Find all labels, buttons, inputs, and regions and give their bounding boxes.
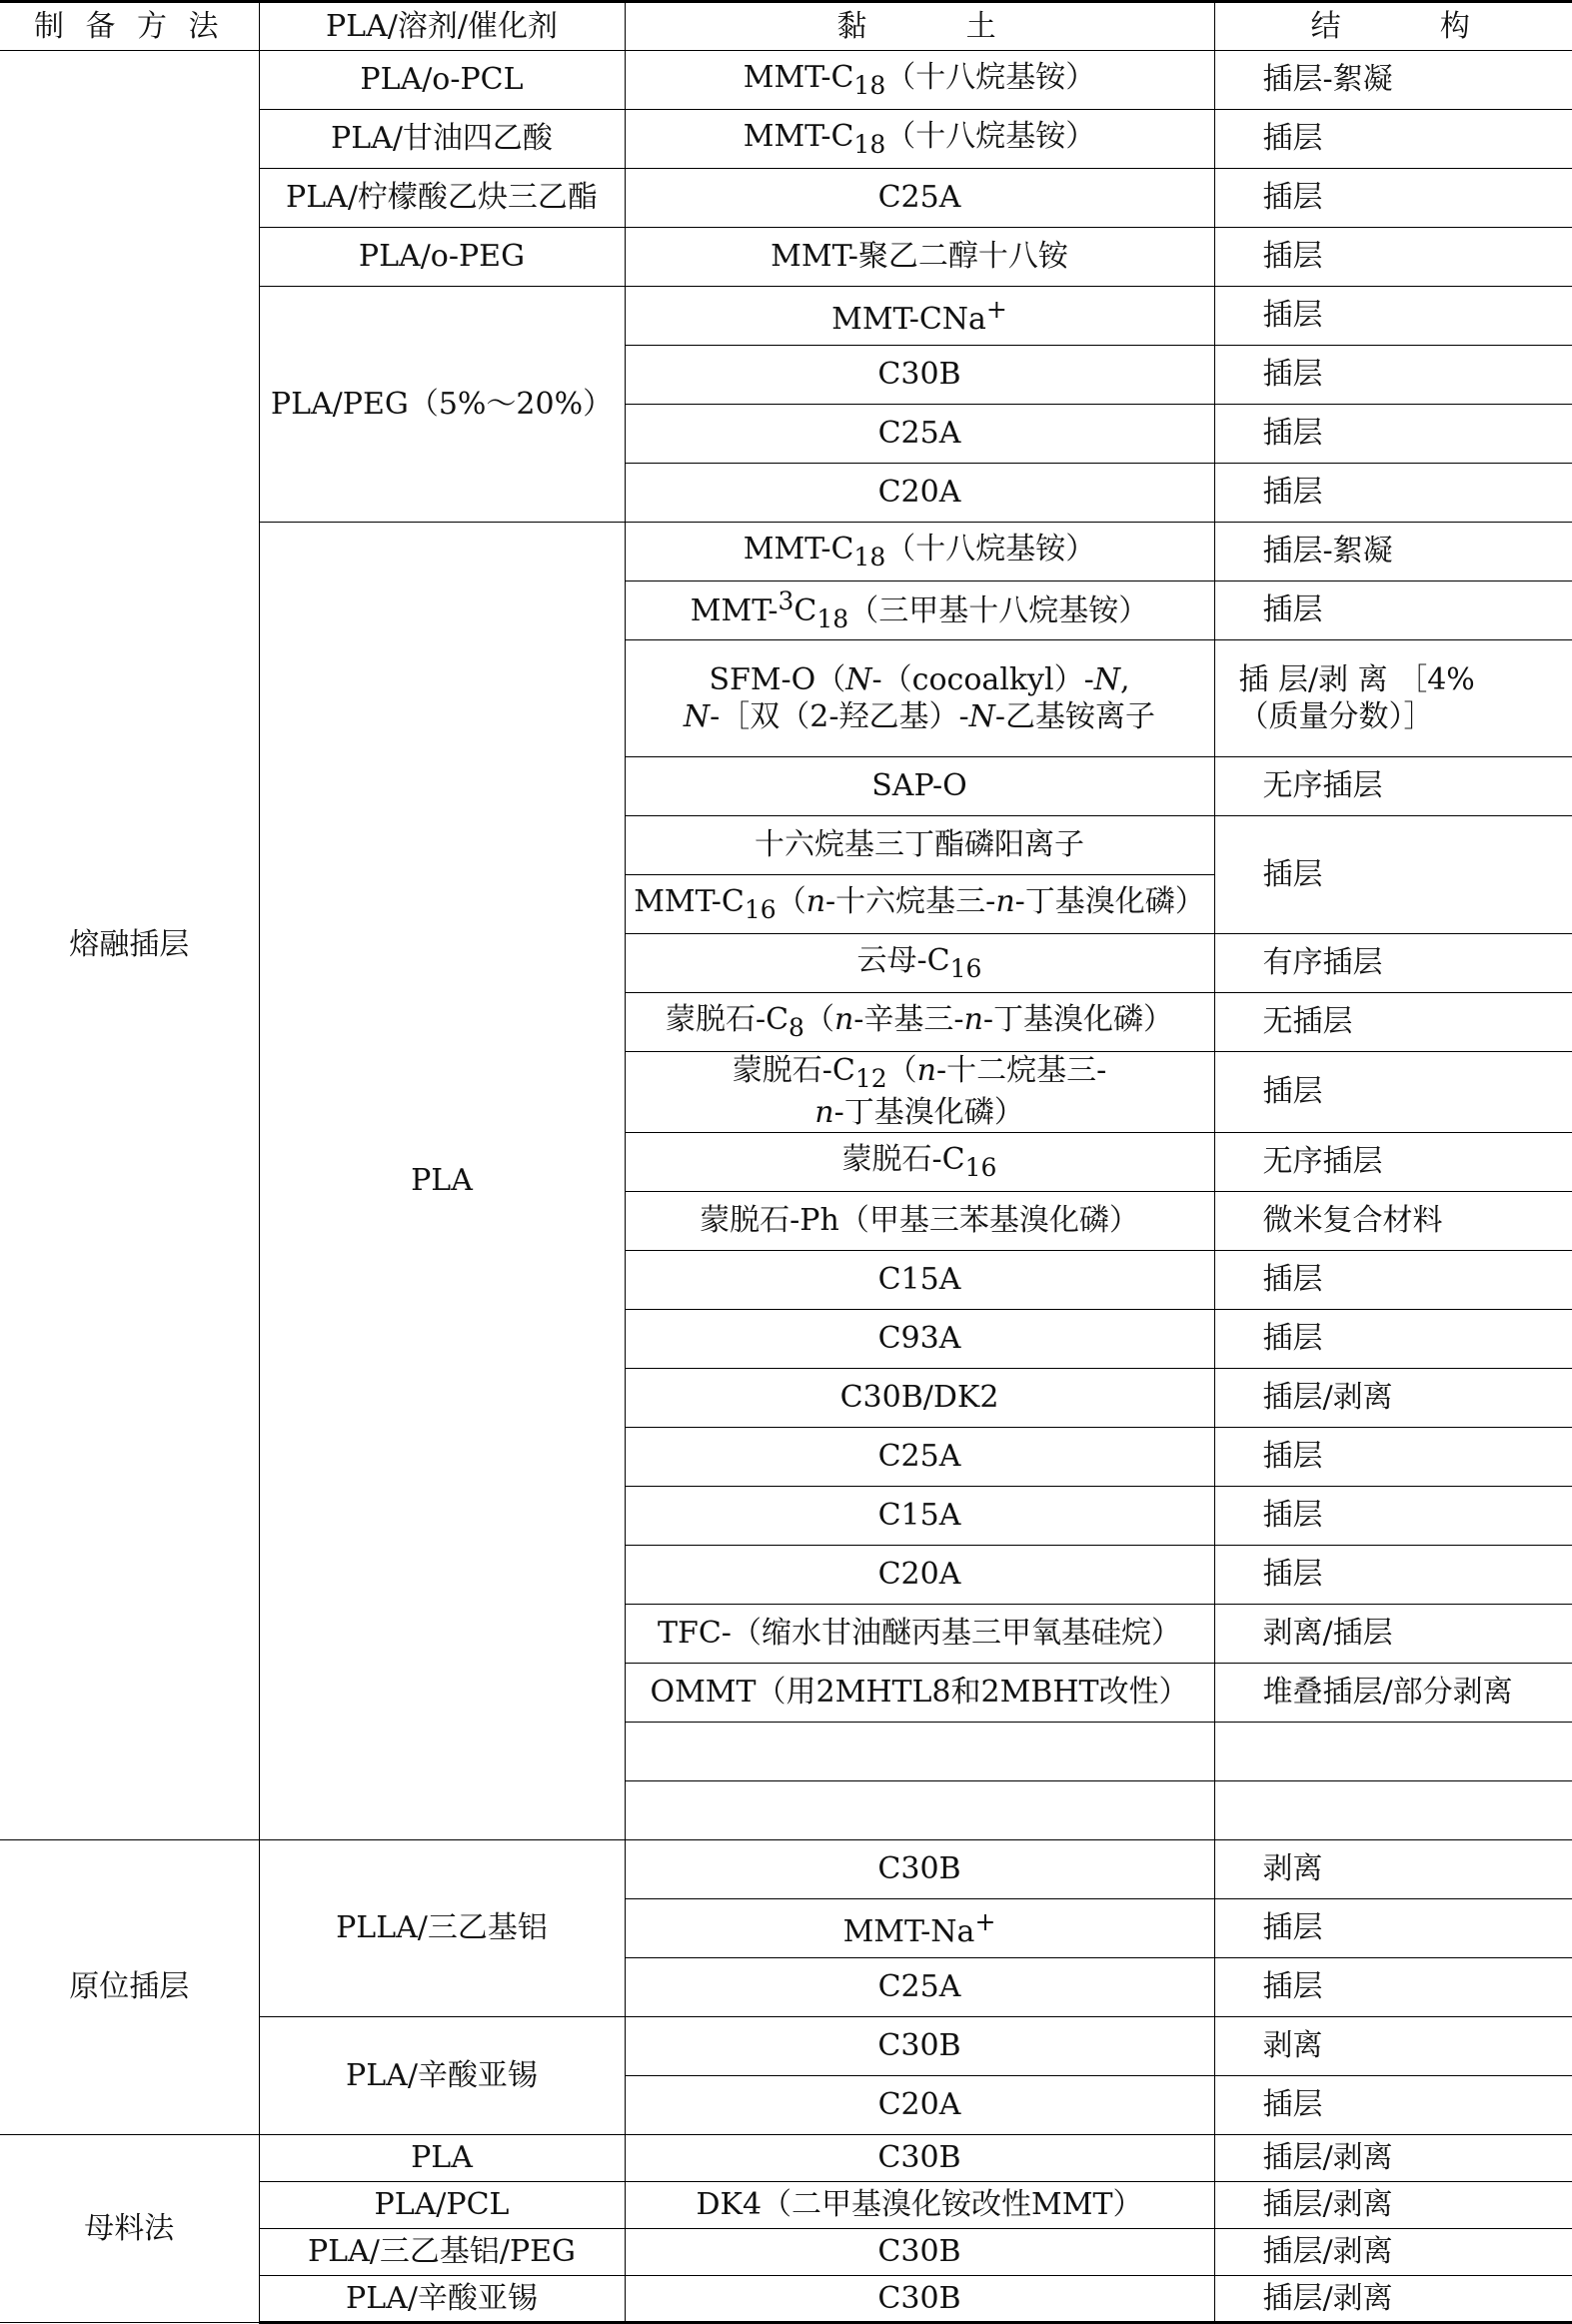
structure-cell: 插层/剥离: [1214, 2228, 1572, 2275]
method-cell: 母料法: [0, 2134, 259, 2322]
clay-cell: MMT-$^3C_{18}$（三甲基十八烷基铵）: [625, 581, 1214, 640]
pla-cell: PLLA/三乙基铝: [259, 1839, 625, 2016]
pla-cell: PLA/辛酸亚锡: [259, 2016, 625, 2134]
structure-cell: 插 层/剥 离 ［4% （质量分数）］: [1214, 640, 1572, 757]
structure-cell: 插层-絮凝: [1214, 51, 1572, 110]
header-structure: 结 构: [1214, 2, 1572, 51]
clay-cell: MMT-聚乙二醇十八铵: [625, 228, 1214, 287]
clay-cell: MMT-$C_{16}(n-$十六烷基三-n-丁基溴化磷）: [625, 875, 1214, 934]
structure-cell: 插层: [1214, 1052, 1572, 1133]
structure-cell: 插层: [1214, 1957, 1572, 2016]
clay-cell: C25A: [625, 1427, 1214, 1486]
clay-cell: 蒙脱石$-C_8(n-$辛基三-n-丁基溴化磷）: [625, 993, 1214, 1052]
structure-cell: 插层: [1214, 169, 1572, 228]
structure-cell: 剥离: [1214, 2016, 1572, 2075]
clay-cell: MMT-CNa+: [625, 287, 1214, 346]
pla-cell: PLA/甘油四乙酸: [259, 110, 625, 169]
structure-cell: 插层: [1214, 2075, 1572, 2134]
structure-cell: 剥离/插层: [1214, 1604, 1572, 1663]
structure-cell: 插层/剥离: [1214, 2181, 1572, 2228]
structure-cell: 微米复合材料: [1214, 1191, 1572, 1250]
clay-cell: C15A: [625, 1250, 1214, 1309]
structure-cell: 插层: [1214, 228, 1572, 287]
clay-cell: C15A: [625, 1486, 1214, 1545]
structure-cell: 有序插层: [1214, 934, 1572, 993]
clay-cell: [625, 1780, 1214, 1839]
pla-cell: PLA/PEG（5%～20%）: [259, 287, 625, 523]
structure-cell: 插层: [1214, 1427, 1572, 1486]
clay-cell: MMT-$C_{18}$（十八烷基铵）: [625, 523, 1214, 581]
structure-cell: 剥离: [1214, 1839, 1572, 1898]
header-clay: 黏 土: [625, 2, 1214, 51]
structure-cell: 插层: [1214, 1545, 1572, 1604]
structure-cell: 插层: [1214, 581, 1572, 640]
structure-cell: 插层: [1214, 1250, 1572, 1309]
structure-cell: 堆叠插层/部分剥离: [1214, 1663, 1572, 1722]
clay-cell: MMT-Na+: [625, 1898, 1214, 1957]
clay-cell: C30B: [625, 346, 1214, 405]
pla-cell: PLA/辛酸亚锡: [259, 2275, 625, 2322]
structure-cell: 插层: [1214, 287, 1572, 346]
clay-cell: C30B: [625, 2228, 1214, 2275]
header-row: [0, 2, 1572, 51]
pla-cell: PLA/三乙基铝/PEG: [259, 2228, 625, 2275]
pla-cell: PLA/PCL: [259, 2181, 625, 2228]
clay-cell: C20A: [625, 2075, 1214, 2134]
clay-cell: TFC-（缩水甘油醚丙基三甲氧基硅烷）: [625, 1604, 1214, 1663]
structure-cell: 插层-絮凝: [1214, 523, 1572, 581]
pla-cell: PLA/o-PEG: [259, 228, 625, 287]
clay-cell: 云母$-C_{16}$: [625, 934, 1214, 993]
clay-cell: C30B: [625, 2134, 1214, 2181]
structure-cell: 插层: [1214, 110, 1572, 169]
clay-cell: MMT-$C_{18}$（十八烷基铵）: [625, 110, 1214, 169]
clay-cell: SAP-O: [625, 757, 1214, 816]
pla-cell: PLA: [259, 2134, 625, 2181]
structure-cell: 插层: [1214, 405, 1572, 464]
structure-cell: 插层: [1214, 464, 1572, 523]
method-cell: 熔融插层: [0, 51, 259, 1840]
structure-cell: 插层: [1214, 1898, 1572, 1957]
clay-cell: C25A: [625, 169, 1214, 228]
clay-cell: [625, 1722, 1214, 1780]
pla-cell: PLA: [259, 523, 625, 1840]
clay-cell: C30B/DK2: [625, 1368, 1214, 1427]
clay-cell: C20A: [625, 464, 1214, 523]
clay-cell: SFM-O（N-（cocoalkyl）-N, N-［双（2-羟乙基）-N-乙基铵离子: [625, 640, 1214, 757]
clay-cell: C30B: [625, 1839, 1214, 1898]
clay-cell: C30B: [625, 2275, 1214, 2322]
clay-cell: C20A: [625, 1545, 1214, 1604]
header-pla-solvent-catalyst: PLA/溶剂/催化剂: [259, 2, 625, 51]
structure-cell: 插层/剥离: [1214, 2275, 1572, 2322]
pla-cell: PLA/柠檬酸乙炔三乙酯: [259, 169, 625, 228]
structure-cell: 无序插层: [1214, 1132, 1572, 1191]
clay-cell: MMT-$C_{18}$（十八烷基铵）: [625, 51, 1214, 110]
structure-cell: 无序插层: [1214, 757, 1572, 816]
structure-cell: [1214, 1780, 1572, 1839]
structure-cell: 插层/剥离: [1214, 2134, 1572, 2181]
clay-cell: C25A: [625, 405, 1214, 464]
clay-cell: 十六烷基三丁酯磷阳离子: [625, 816, 1214, 875]
structure-cell: 插层: [1214, 1486, 1572, 1545]
clay-cell: 蒙脱石$-C_{12}(n-$十二烷基三-n-丁基溴化磷）: [625, 1052, 1214, 1133]
clay-cell: DK4（二甲基溴化铵改性MMT）: [625, 2181, 1214, 2228]
clay-cell: 蒙脱石$-C_{16}$: [625, 1132, 1214, 1191]
structure-cell: 无插层: [1214, 993, 1572, 1052]
structure-cell: 插层: [1214, 346, 1572, 405]
structure-cell: 插层: [1214, 1309, 1572, 1368]
header-method: 制 备 方 法: [0, 2, 259, 51]
structure-cell: [1214, 1722, 1572, 1780]
pla-cell: PLA/o-PCL: [259, 51, 625, 110]
clay-cell: C30B: [625, 2016, 1214, 2075]
clay-cell: OMMT（用2MHTL8和2MBHT改性）: [625, 1663, 1214, 1722]
clay-cell: C93A: [625, 1309, 1214, 1368]
method-cell: 原位插层: [0, 1839, 259, 2134]
structure-cell: 插层: [1214, 816, 1572, 934]
clay-cell: 蒙脱石-Ph（甲基三苯基溴化磷）: [625, 1191, 1214, 1250]
clay-cell: C25A: [625, 1957, 1214, 2016]
structure-cell: 插层/剥离: [1214, 1368, 1572, 1427]
